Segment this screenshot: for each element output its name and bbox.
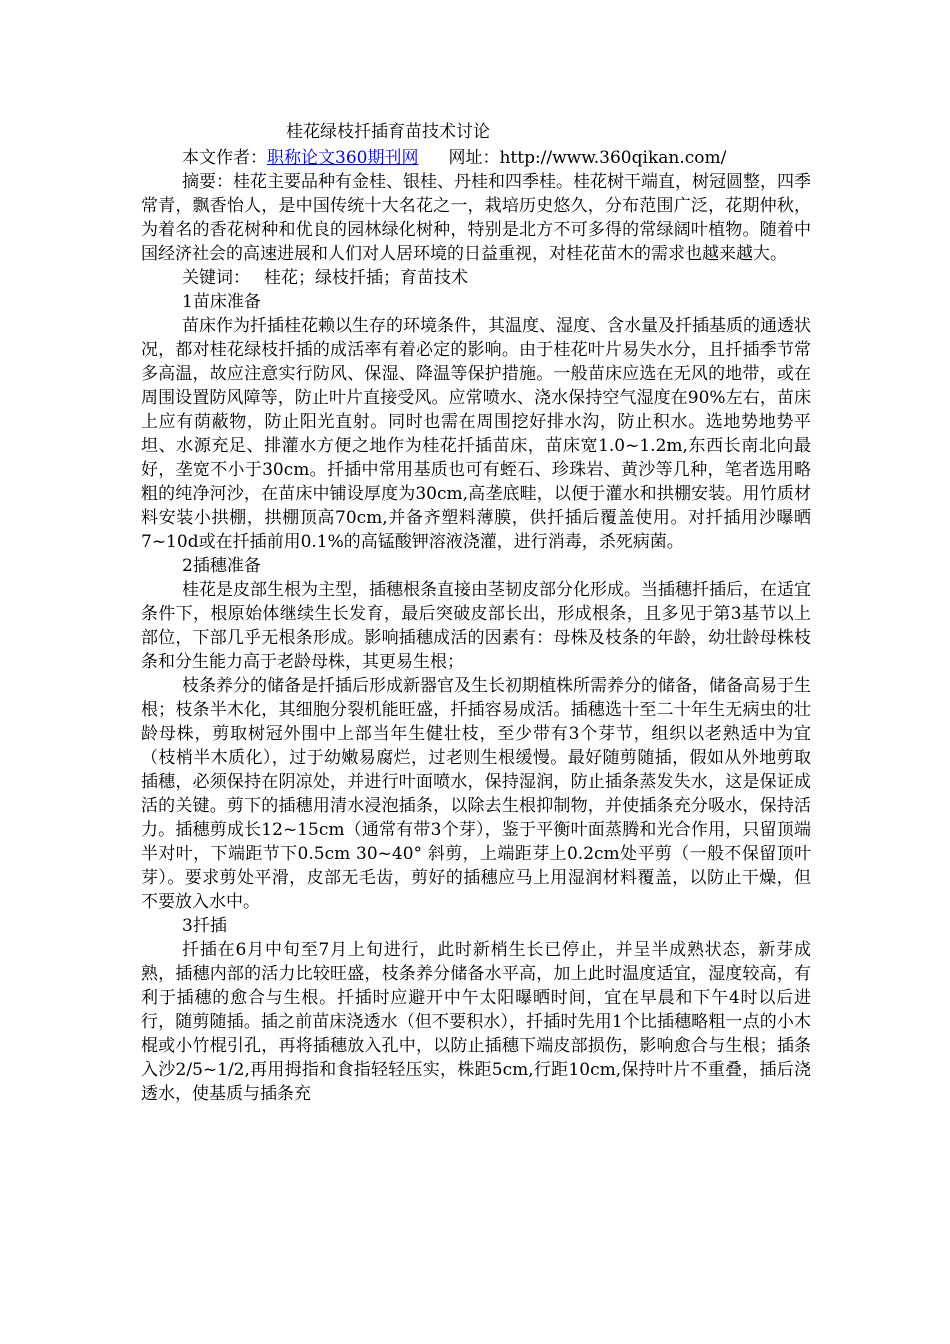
- section-heading-2: 2插穗准备: [182, 556, 261, 576]
- author-label: 本文作者：: [182, 148, 267, 168]
- section-heading-3: 3扦插: [182, 916, 227, 936]
- abstract-paragraph: 摘要：桂花主要品种有金桂、银桂、丹桂和四季桂。桂花树干端直，树冠圆整，四季常青，飘香怡人，是中国传统十大名花之一，栽培历史悠久，分布范围广泛，花期仲秋，为着名的香花树种和优良的园林绿化树种，特别是北方不可多得的常绿阔叶植物。随着中国经济社会的高速进展和人们对人居环境的日益重视，对桂花苗木的需求也越来越大。: [141, 172, 811, 264]
- article-meta: [141, 146, 811, 170]
- section-3-paragraph-1: 扦插在6月中旬至7月上旬进行，此时新梢生长已停止，并呈半成熟状态，新芽成熟，插穗内部的活力比较旺盛，枝条养分储备水平高，加上此时温度适宜，湿度较高，有利于插穗的愈合与生根。扦插时应避开中午太阳曝晒时间，宜在早晨和下午4时以后进行，随剪随插。插之前苗床浇透水（但不要积水），扦插时先用1个比插穗略粗一点的小木棍或小竹棍引孔，再将插穗放入孔中，以防止插穗下端皮部损伤，影响愈合与生根；插条入沙2/5~1/2,再用拇指和食指轻轻压实，株距5cm,行距10cm,保持叶片不重叠，插后浇透水，使基质与插条充: [141, 940, 811, 1104]
- keywords-text: 桂花；绿枝扦插；育苗技术: [264, 268, 468, 288]
- section-1-paragraph-1: 苗床作为扦插桂花赖以生存的环境条件，其温度、湿度、含水量及扦插基质的通透状况，都对桂花绿枝扦插的成活率有着必定的影响。由于桂花叶片易失水分，且扦插季节常多高温，故应注意实行防风、保湿、降温等保护措施。一般苗床应选在无风的地带，或在周围设置防风障等，防止叶片直接受风。应常喷水、浇水保持空气湿度在90%左右，苗床上应有荫蔽物，防止阳光直射。同时也需在周围挖好排水沟，防止积水。选地势地势平坦、水源充足、排灌水方便之地作为桂花扦插苗床，苗床宽1.0~1.2m,东西长南北向最好，垄宽不小于30cm。扦插中常用基质也可有蛭石、珍珠岩、黄沙等几种，笔者选用略粗的纯净河沙，在苗床中铺设厚度为30cm,高垄底畦，以便于灌水和拱棚安装。用竹质材料安装小拱棚，拱棚顶高70cm,并备齐塑料薄膜，供扦插后覆盖使用。对扦插用沙曝晒7~10d或在扦插前用0.1%的高锰酸钾溶液浇灌，进行消毒，杀死病菌。: [141, 316, 811, 552]
- author-link[interactable]: 职称论文360期刊网: [267, 148, 419, 168]
- section-heading-1: 1苗床准备: [182, 292, 261, 312]
- keywords-label: 关键词：: [182, 268, 250, 288]
- url-text: http://www.360qikan.com/: [499, 148, 727, 168]
- url-label: 网址：: [448, 148, 500, 168]
- document-page: [141, 118, 811, 1106]
- section-2-paragraph-1: 桂花是皮部生根为主型，插穗根条直接由茎韧皮部分化形成。当插穗扦插后，在适宜条件下，根原始体继续生长发育，最后突破皮部长出，形成根条，且多见于第3基节以上部位，下部几乎无根条形成。影响插穗成活的因素有：母株及枝条的年龄，幼壮龄母株枝条和分生能力高于老龄母株，其更易生根；: [141, 580, 811, 672]
- section-2-paragraph-2: 枝条养分的储备是扦插后形成新器官及生长初期植株所需养分的储备，储备高易于生根；枝条半木化，其细胞分裂机能旺盛，扦插容易成活。插穗选十至二十年生无病虫的壮龄母株，剪取树冠外围中上部当年生健壮枝，至少带有3个芽节，组织以老熟适中为宜（枝梢半木质化），过于幼嫩易腐烂，过老则生根缓慢。最好随剪随插，假如从外地剪取插穗，必须保持在阴凉处，并进行叶面喷水，保持湿润，防止插条蒸发失水，这是保证成活的关键。剪下的插穗用清水浸泡插条，以除去生根抑制物，并使插条充分吸水，保持活力。插穗剪成长12~15cm（通常有带3个芽），鉴于平衡叶面蒸腾和光合作用，只留顶端半对叶，下端距节下0.5cm 30~40° 斜剪，上端距芽上0.2cm处平剪（一般不保留顶叶芽）。要求剪处平滑，皮部无毛齿，剪好的插穗应马上用湿润材料覆盖，以防止干燥，但不要放入水中。: [141, 676, 811, 912]
- article-title: 桂花绿枝扦插育苗技术讨论: [286, 122, 490, 142]
- keywords-line: [141, 266, 811, 290]
